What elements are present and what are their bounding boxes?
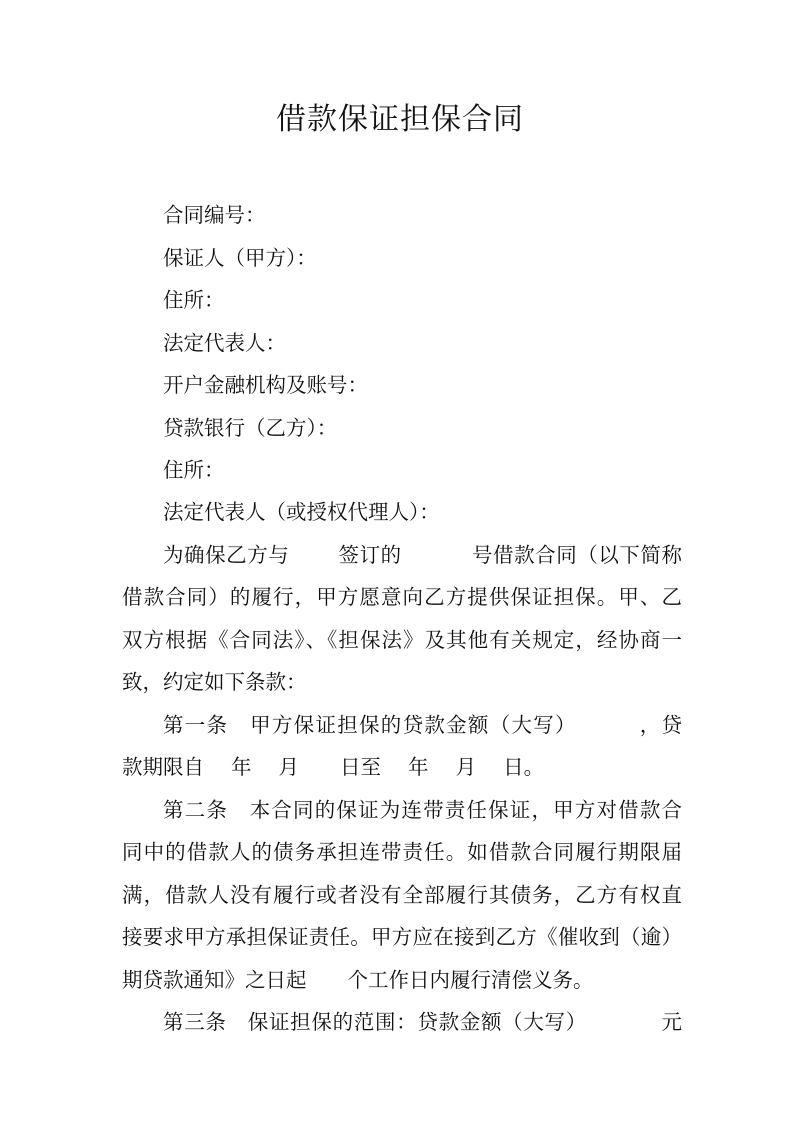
field-guarantor-legal-rep: 法定代表人：	[163, 331, 286, 355]
field-lender-address: 住所：	[163, 458, 225, 482]
article-3-line: 第三条 保证担保的范围：贷款金额（大写） 元	[163, 1010, 682, 1034]
field-guarantor: 保证人（甲方）：	[163, 246, 317, 270]
field-guarantor-address: 住所：	[163, 288, 225, 312]
preamble-line: 借款合同）的履行，甲方愿意向乙方提供保证担保。甲、乙	[122, 585, 682, 609]
article-1-line: 第一条 甲方保证担保的贷款金额（大写） ，贷	[163, 713, 682, 737]
preamble-line: 为确保乙方与 签订的 号借款合同（以下简称	[163, 543, 682, 567]
preamble-line: 致，约定如下条款：	[122, 670, 307, 694]
field-lender-bank: 贷款银行（乙方）：	[163, 416, 338, 440]
document-title: 借款保证担保合同	[276, 102, 524, 137]
field-contract-number: 合同编号：	[163, 203, 266, 227]
article-2-line: 期贷款通知》之日起 个工作日内履行清偿义务。	[122, 968, 594, 992]
article-1-line: 款期限自 年 月 日至 年 月 日。	[122, 755, 545, 779]
field-bank-account: 开户金融机构及账号：	[163, 373, 368, 397]
preamble-line: 双方根据《合同法》、《担保法》及其他有关规定，经协商一	[122, 628, 682, 652]
field-lender-legal-rep: 法定代表人（或授权代理人）：	[163, 500, 440, 524]
article-2-line: 满，借款人没有履行或者没有全部履行其债务，乙方有权直	[122, 883, 682, 907]
article-2-line: 接要求甲方承担保证责任。甲方应在接到乙方《催收到（逾）	[122, 925, 682, 949]
article-2-line: 第二条 本合同的保证为连带责任保证，甲方对借款合	[163, 798, 682, 822]
article-2-line: 同中的借款人的债务承担连带责任。如借款合同履行期限届	[122, 840, 682, 864]
